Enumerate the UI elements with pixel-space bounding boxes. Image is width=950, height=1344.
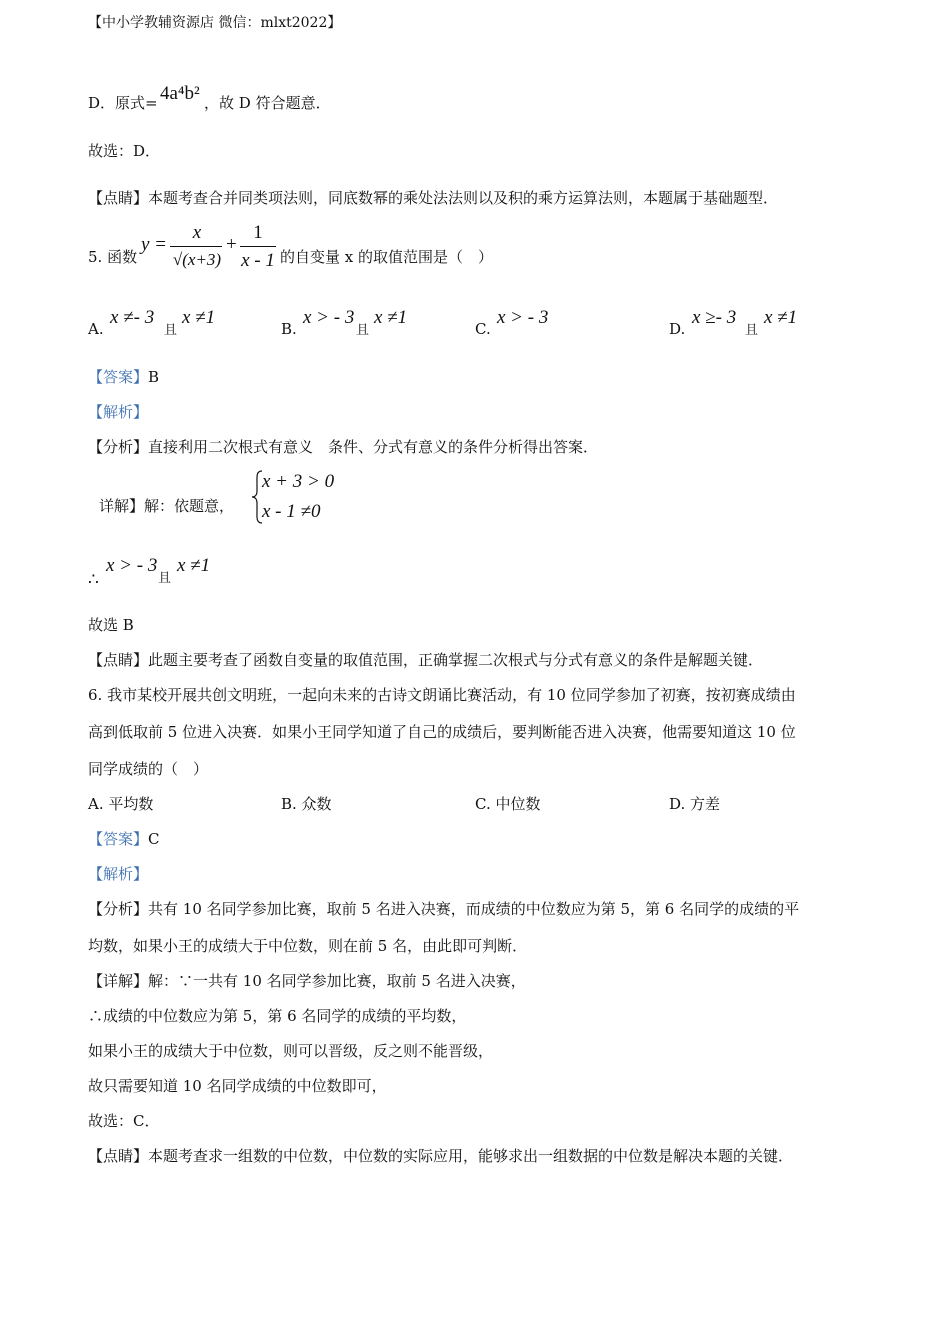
q6-option-b: B. 众数 <box>281 795 332 813</box>
answer-tag: 【答案】 <box>88 368 149 386</box>
comment-tag: 【点睛】 <box>88 189 149 207</box>
q5-frac1-num: x <box>192 222 202 243</box>
comment-text: 此题主要考查了函数自变量的取值范围，正确掌握二次根式与分式有意义的条件是解题关键． <box>148 651 764 669</box>
q6-option-a: A. 平均数 <box>88 795 154 813</box>
q4-option-d-prefix: D．原式= <box>88 94 158 112</box>
q5-frac1-den: √(x+3) <box>172 250 222 269</box>
comment-text: 本题考查求一组数的中位数，中位数的实际应用，能够求出一组数据的中位数是解决本题的关键． <box>148 1147 794 1165</box>
q5-option-d-expr2: x ≠1 <box>764 307 798 328</box>
q4-option-d-expr: 4a⁴b² <box>160 83 200 104</box>
q6-analysis-tag: 【解析】 <box>88 865 149 883</box>
q5-result-expr1: x > - 3 <box>106 555 158 576</box>
q5-answer <box>88 370 159 385</box>
q5-system-line2: x - 1 ≠0 <box>262 501 321 522</box>
q5-option-a-label: A. <box>88 320 104 338</box>
q5-option-d-label: D. <box>669 320 686 338</box>
q5-option-d-conj: 且 <box>745 323 759 338</box>
q5-option-b-label: B. <box>281 320 297 338</box>
q5-choice: 故选 B <box>88 616 134 634</box>
q5-analysis-tag: 【解析】 <box>88 403 149 421</box>
q5-detail-prefix: 详解】解：依题意， <box>99 497 235 515</box>
q4-comment <box>88 191 778 206</box>
q5-formula-plus: + <box>226 234 237 255</box>
q5-option-c-expr1: x > - 3 <box>497 307 549 328</box>
comment-text: 本题考查合并同类项法则，同底数幂的乘处法法则以及积的乘方运算法则，本题属于基础题型． <box>148 189 779 207</box>
q6-fenxi-line2: 均数，如果小王的成绩大于中位数，则在前 5 名，由此即可判断． <box>88 937 528 955</box>
q6-option-c: C. 中位数 <box>475 795 541 813</box>
comment-tag: 【点睛】 <box>88 1147 149 1165</box>
q5-stem-suffix: 的自变量 x 的取值范围是（ ） <box>280 248 493 266</box>
fenxi-tag: 【分析】 <box>88 438 149 456</box>
q6-detail-line1 <box>88 974 526 989</box>
q6-stem-line2: 高到低取前 5 位进入决赛．如果小王同学知道了自己的成绩后，要判断能否进入决赛，他需要知道这 10 位 <box>88 723 796 741</box>
q6-stem-line3: 同学成绩的（ ） <box>88 760 209 778</box>
q5-comment <box>88 653 763 668</box>
q6-fenxi-line1 <box>88 902 799 917</box>
q5-option-c-label: C. <box>475 320 491 338</box>
q5-option-b-conj: 且 <box>356 323 370 338</box>
answer-value: B <box>148 368 160 386</box>
q5-therefore: ∴ <box>88 570 99 590</box>
q6-stem-line1: 6. 我市某校开展共创文明班，一起向未来的古诗文朗诵比赛活动，有 10 位同学参加了初赛，按初赛成绩由 <box>88 686 796 704</box>
q5-frac1-bar <box>170 246 222 247</box>
q5-option-a-expr2: x ≠1 <box>182 307 216 328</box>
q5-system-line1: x + 3 > 0 <box>262 471 335 492</box>
q6-comment <box>88 1149 793 1164</box>
q5-option-a-expr1: x ≠- 3 <box>110 307 155 328</box>
q4-choice: 故选：D． <box>88 142 161 160</box>
q5-formula-y: y = <box>141 234 168 255</box>
q6-choice: 故选：C． <box>88 1112 160 1130</box>
q5-frac2-den: x - 1 <box>241 250 275 271</box>
answer-tag: 【答案】 <box>88 830 149 848</box>
q5-result-conj: 且 <box>158 571 172 586</box>
q6-detail-line2: ∴成绩的中位数应为第 5，第 6 名同学的成绩的平均数， <box>88 1007 467 1025</box>
answer-value: C <box>148 830 160 848</box>
detail-tag: 【详解】 <box>88 972 149 990</box>
q5-frac2-bar <box>240 246 276 247</box>
q5-frac2-num: 1 <box>253 222 263 243</box>
comment-tag: 【点睛】 <box>88 651 149 669</box>
detail-text: 解：∵一共有 10 名同学参加比赛，取前 5 名进入决赛， <box>148 972 526 990</box>
q5-result-expr2: x ≠1 <box>177 555 211 576</box>
q6-detail-line4: 故只需要知道 10 名同学成绩的中位数即可， <box>88 1077 387 1095</box>
q5-option-b-expr1: x > - 3 <box>303 307 355 328</box>
q5-option-d-expr1: x ≥- 3 <box>692 307 737 328</box>
q6-detail-line3: 如果小王的成绩大于中位数，则可以晋级，反之则不能晋级， <box>88 1042 494 1060</box>
fenxi-text: 共有 10 名同学参加比赛，取前 5 名进入决赛，而成绩的中位数应为第 5，第 6 名同学的成绩的平 <box>148 900 800 918</box>
q5-fenxi <box>88 440 598 455</box>
q5-option-b-expr2: x ≠1 <box>374 307 408 328</box>
q6-option-d: D. 方差 <box>669 795 721 813</box>
fenxi-tag: 【分析】 <box>88 900 149 918</box>
q5-option-a-conj: 且 <box>164 323 178 338</box>
q4-option-d-suffix: ，故 D 符合题意． <box>204 94 331 112</box>
q6-answer <box>88 832 160 847</box>
q5-number: 5. 函数 <box>88 248 138 266</box>
fenxi-text: 直接利用二次根式有意义 条件、分式有意义的条件分析得出答案． <box>148 438 599 456</box>
page-header: 【中小学教辅资源店 微信：mlxt2022】 <box>88 15 342 31</box>
